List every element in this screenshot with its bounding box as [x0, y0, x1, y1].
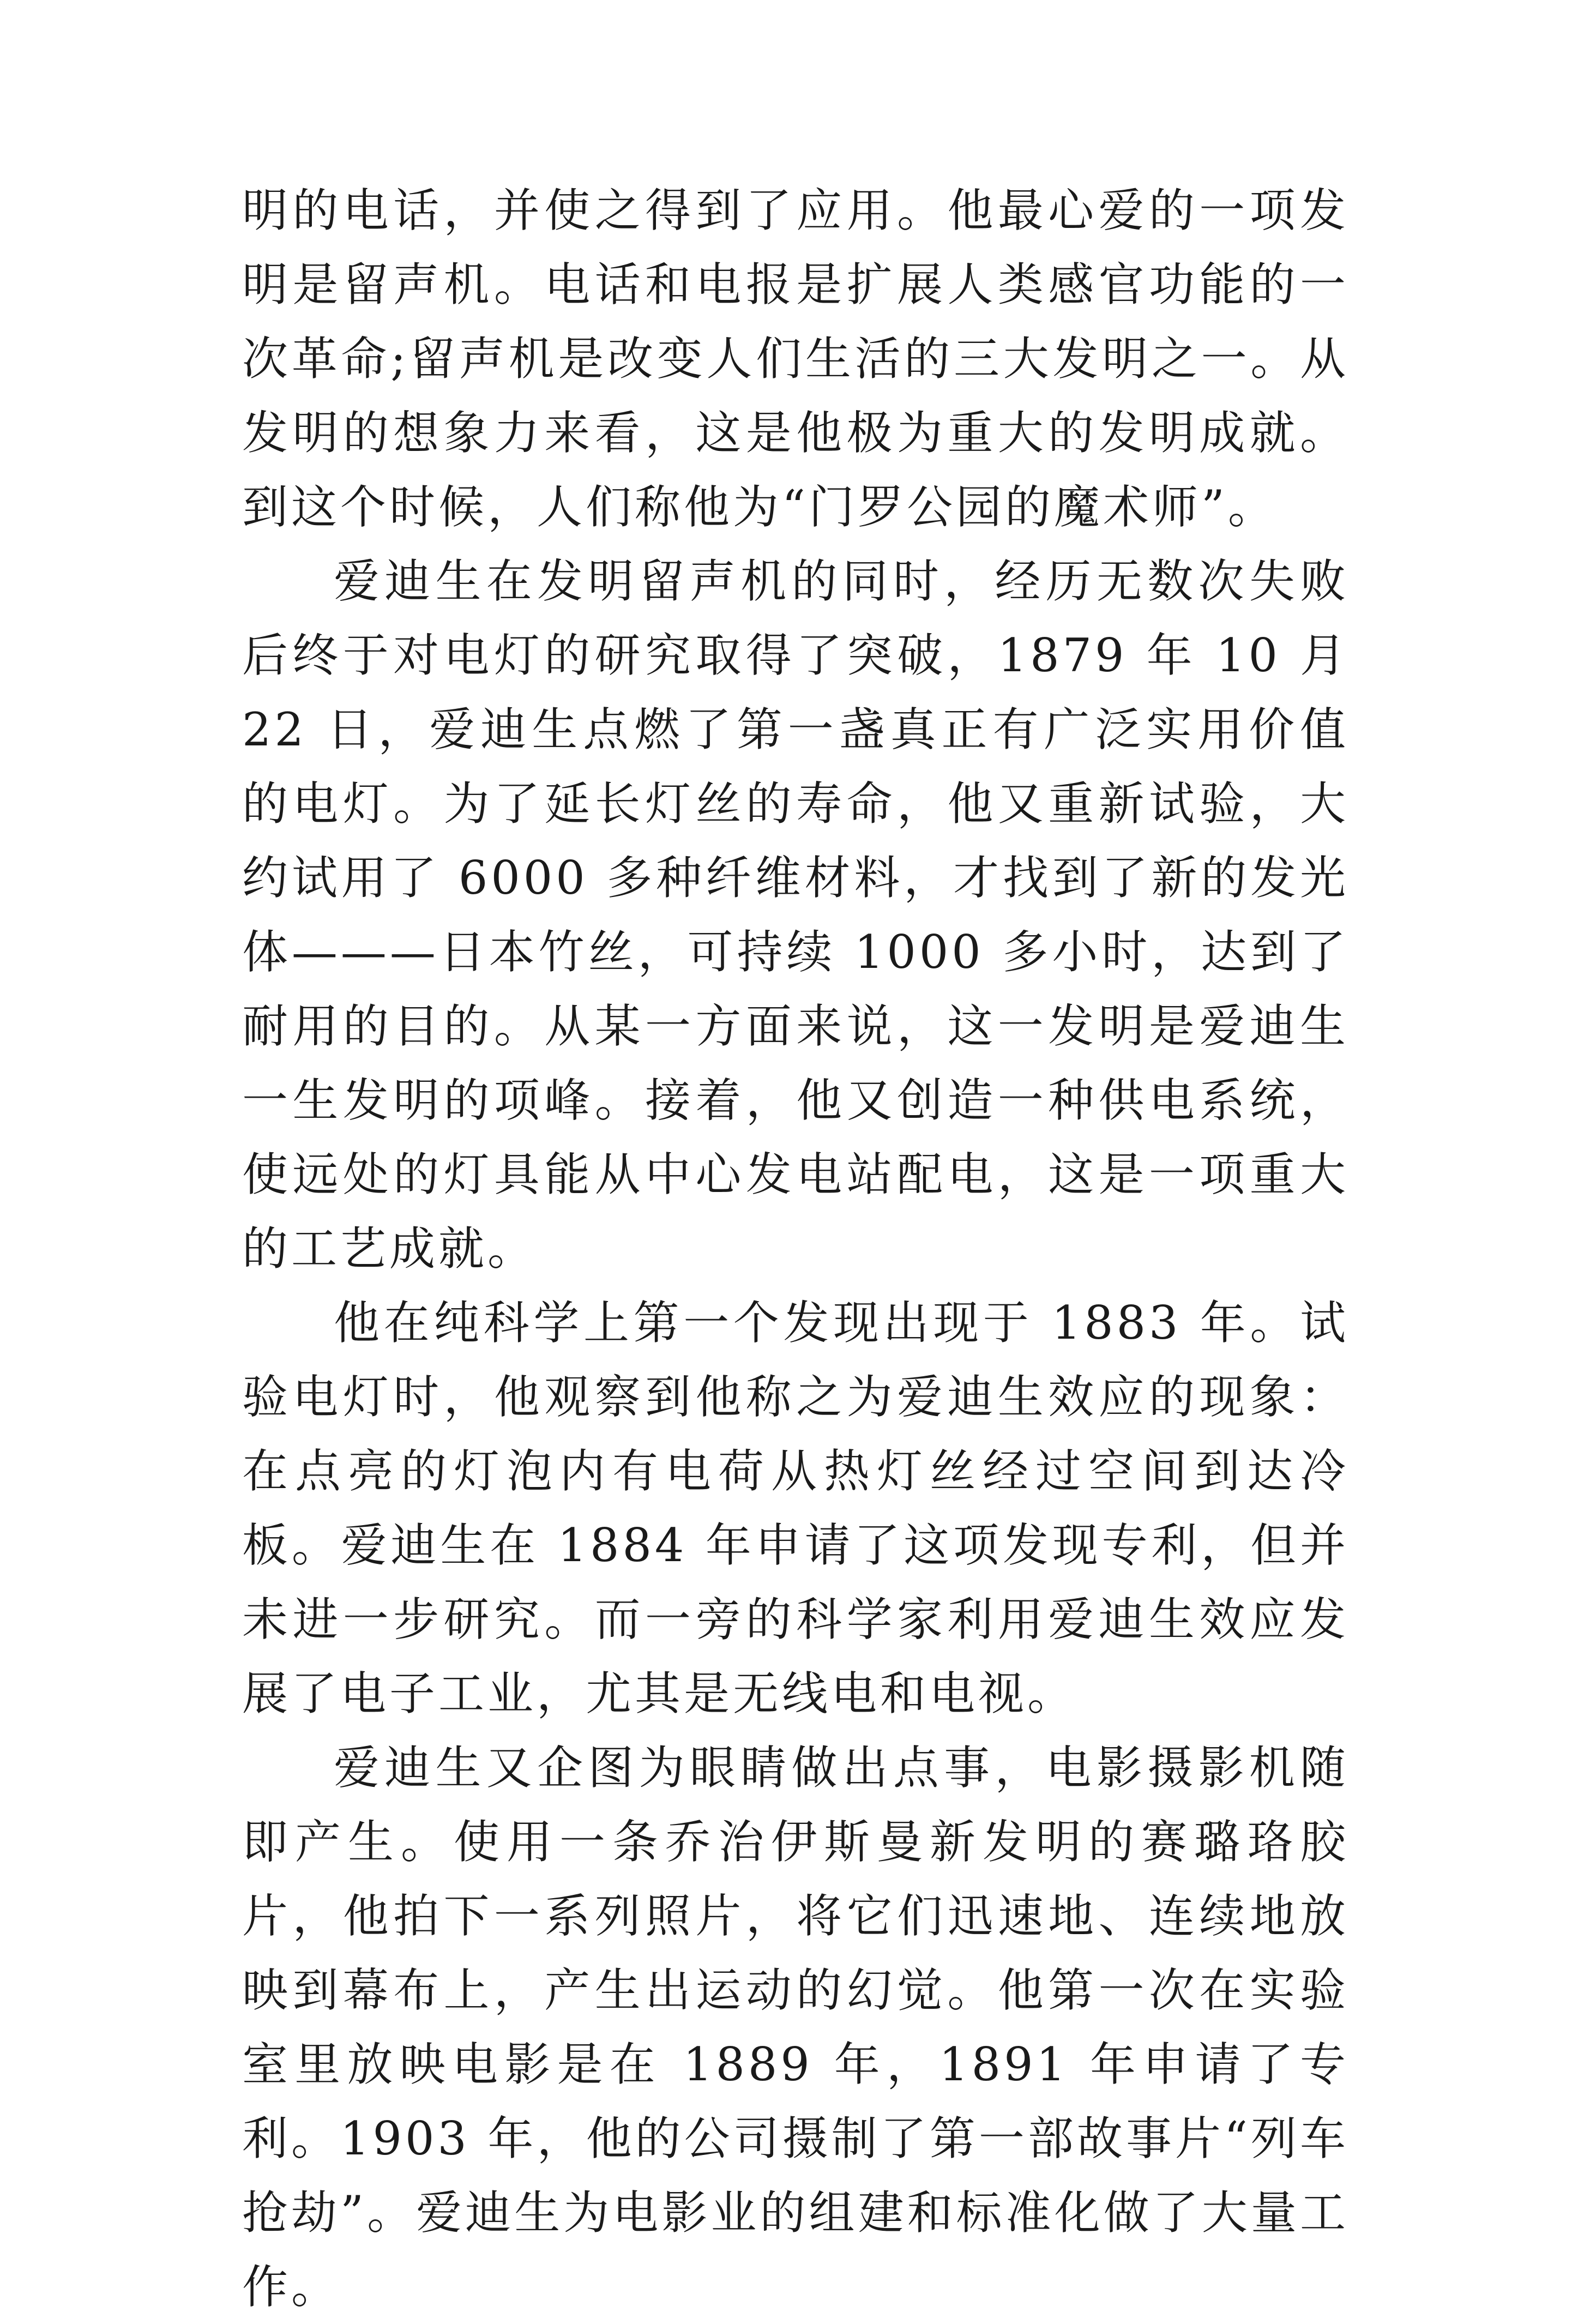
paragraph-2: 爱迪生在发明留声机的同时，经历无数次失败后终于对电灯的研究取得了突破，1879 年 10 月 22 日，爱迪生点燃了第一盏真正有广泛实用价值的电灯。为了延长灯丝的寿命，他又重新试验，大约试用了 6000 多种纤维材料，才找到了新的发光体———日本竹丝，可持续 1000 多小时，达到了耐用的目的。从某一方面来说，这一发明是爱迪生一生发明的项峰。接着，他又创造一种供电系统，使远处的灯具能从中心发电站配电，这是一项重大的工艺成就。 [242, 555, 1349, 1275]
paragraph-1: 明的电话，并使之得到了应用。他最心爱的一项发明是留声机。电话和电报是扩展人类感官功能的一次革命;留声机是改变人们生活的三大发明之一。从发明的想象力来看，这是他极为重大的发明成就。到这个时候，人们称他为“门罗公园的魔术师”。 [242, 184, 1349, 534]
paragraph-4: 爱迪生又企图为眼睛做出点事，电影摄影机随即产生。使用一条乔治伊斯曼新发明的赛璐珞胶片，他拍下一系列照片，将它们迅速地、连续地放映到幕布上，产生出运动的幻觉。他第一次在实验室里放映电影是在 1889 年，1891 年申请了专利。1903 年，他的公司摄制了第一部故事片“列车抢劫”。爱迪生为电影业的组建和标准化做了大量工作。 [242, 1741, 1349, 2314]
body-text [242, 173, 1349, 2324]
paragraph-3: 他在纯科学上第一个发现出现于 1883 年。试验电灯时，他观察到他称之为爱迪生效应的现象：在点亮的灯泡内有电荷从热灯丝经过空间到达冷板。爱迪生在 1884 年申请了这项发现专利，但并未进一步研究。而一旁的科学家利用爱迪生效应发展了电子工业，尤其是无线电和电视。 [242, 1296, 1349, 1720]
